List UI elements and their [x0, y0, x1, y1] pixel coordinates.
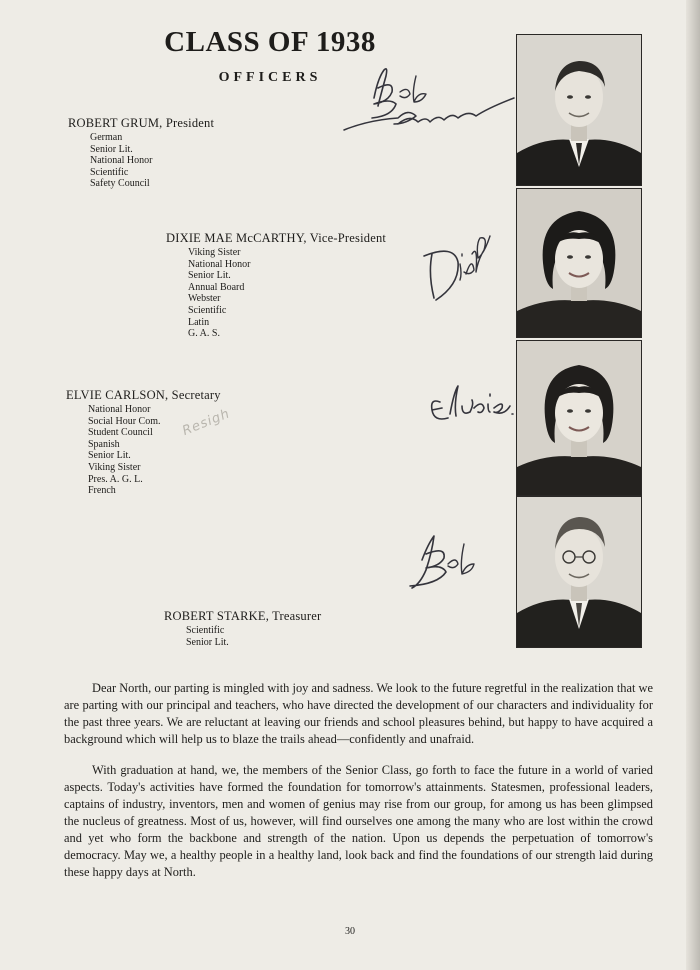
activity-item: Spanish	[88, 438, 120, 450]
signature-bob-grum	[338, 58, 518, 138]
activity-item: Viking Sister	[88, 461, 141, 473]
paragraph: With graduation at hand, we, the members of the Senior Class, go forth to face the future in a world of varied aspects. Today's activities have formed the foundation for tomorrow's attainments. Statesmen, professional leaders, captains of industry, inventors, men and women of genius may rise from our group, for among us has been glimpsed the nucleus of greatness. Most of us, however, will find ourselves one among the many who are lost within the crowd and yet who form the backbone and strength of the nation. Upon us depends the perpetuation of tomorrow's democracy. May we, a healthy people in a healthy land, look back and find the foundations of our strength laid during these happy days at North.	[64, 763, 653, 879]
activity-item: National Honor	[88, 404, 151, 415]
letter-text	[64, 680, 653, 895]
activity-item: Senior Lit.	[90, 143, 133, 155]
activity-item: French	[88, 485, 116, 497]
signature-bob	[398, 530, 488, 592]
portrait-woman-icon	[517, 341, 641, 495]
activity-item: Senior Lit.	[188, 270, 231, 282]
signature-dixie	[414, 214, 498, 310]
officer-role: , Secretary	[165, 388, 221, 402]
portrait-photo-robert-starke	[516, 496, 642, 648]
page-title: CLASS OF 1938	[164, 26, 376, 58]
officer-robert-starke	[164, 609, 321, 648]
portrait-man-icon	[517, 35, 641, 185]
page-number: 30	[345, 926, 355, 937]
activity-item: Scientific	[188, 304, 227, 316]
officer-role: , Vice-President	[303, 231, 387, 245]
officer-dixie-mccarthy	[166, 231, 386, 340]
activity-item: Pres. A. G. L.	[88, 473, 143, 485]
officer-name: ROBERT GRUM	[68, 116, 160, 130]
officer-name-line	[166, 231, 386, 246]
activity-item: Webster	[188, 293, 221, 305]
portrait-man-glasses-icon	[517, 497, 641, 647]
activity-item: Scientific	[90, 166, 129, 178]
activity-item: Annual Board	[188, 281, 245, 293]
activity-item: National Honor	[188, 258, 251, 270]
page-edge	[686, 0, 700, 970]
officer-name-line	[66, 388, 221, 403]
activity-item: Scientific	[186, 625, 225, 636]
portrait-photo-robert-grum	[516, 34, 642, 186]
officer-role: , President	[159, 116, 215, 130]
activity-item: Student Council	[88, 427, 153, 439]
activity-item: Senior Lit.	[186, 636, 229, 648]
activity-list	[188, 247, 386, 340]
officer-name-line	[164, 609, 321, 624]
activity-item: Social Hour Com.	[88, 415, 161, 427]
activity-item: National Honor	[90, 155, 153, 167]
signature-elvie	[424, 378, 520, 432]
activity-item: G. A. S.	[188, 328, 220, 340]
portrait-photo-elvie-carlson	[516, 340, 642, 496]
portrait-woman-icon	[517, 189, 641, 337]
officer-name-line	[68, 116, 214, 131]
paragraph: Dear North, our parting is mingled with joy and sadness. We look to the future regretful in the realization that we are parting with our principal and teachers, who have directed the development of our characters and individuality for the past three years. We are reluctant at leaving our friends and school pleasures behind, but happy to have acquired a background which will help us to blaze the trails ahead—confidently and unafraid.	[64, 681, 653, 746]
officer-name: ELVIE CARLSON	[66, 388, 166, 402]
officer-name: ROBERT STARKE	[164, 609, 266, 623]
officer-elvie-carlson	[66, 388, 221, 497]
activity-list	[90, 132, 214, 190]
officer-name: DIXIE MAE McCARTHY	[166, 231, 304, 245]
activity-list	[186, 625, 321, 648]
activity-item: Viking Sister	[188, 247, 241, 258]
activity-item: Safety Council	[90, 178, 150, 190]
activity-item: Senior Lit.	[88, 450, 131, 462]
officer-role: , Treasurer	[265, 609, 322, 623]
portrait-photo-dixie-mccarthy	[516, 188, 642, 338]
activity-item: German	[90, 132, 123, 143]
pencil-note: Resigh	[180, 406, 233, 439]
activity-item: Latin	[188, 316, 210, 328]
page-subtitle: OFFICERS	[218, 70, 322, 85]
officer-robert-grum	[68, 116, 214, 190]
